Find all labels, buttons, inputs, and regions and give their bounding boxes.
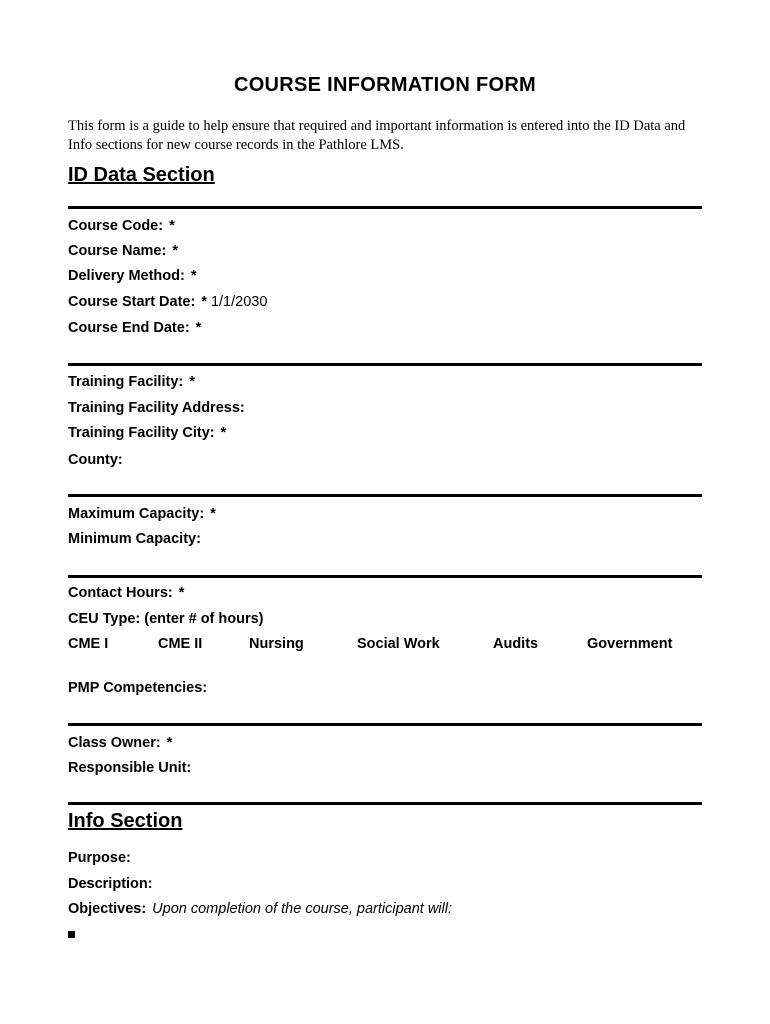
training-facility-field bbox=[68, 374, 195, 390]
course-start-date-field bbox=[68, 294, 267, 310]
purpose-label: Purpose: bbox=[68, 850, 131, 866]
training-facility-label: Training Facility: bbox=[68, 374, 184, 390]
delivery-method-label: Delivery Method: bbox=[68, 268, 185, 284]
responsible-unit-field bbox=[68, 760, 191, 776]
description-field bbox=[68, 876, 153, 892]
contact-hours-field bbox=[68, 585, 184, 601]
section-divider bbox=[68, 723, 702, 726]
ceu-type-hint: (enter # of hours) bbox=[144, 611, 264, 627]
ceu-type-social-work: Social Work bbox=[357, 636, 440, 652]
info-section-heading: Info Section bbox=[68, 810, 183, 832]
training-facility-city-label: Training Facility City: bbox=[68, 425, 215, 441]
ceu-type-field bbox=[68, 611, 264, 627]
required-marker: * bbox=[190, 268, 197, 284]
contact-hours-label: Contact Hours: bbox=[68, 585, 173, 601]
minimum-capacity-field bbox=[68, 531, 201, 547]
maximum-capacity-field bbox=[68, 506, 216, 522]
section-divider bbox=[68, 363, 702, 366]
training-facility-address-field bbox=[68, 400, 245, 416]
training-facility-address-label: Training Facility Address: bbox=[68, 400, 245, 416]
pmp-competencies-field bbox=[68, 680, 207, 696]
description-label: Description: bbox=[68, 876, 153, 892]
county-field bbox=[68, 452, 123, 468]
training-facility-city-field bbox=[68, 425, 226, 441]
required-marker: * bbox=[201, 294, 207, 310]
county-label: County: bbox=[68, 452, 123, 468]
purpose-field bbox=[68, 850, 131, 866]
form-title: COURSE INFORMATION FORM bbox=[233, 74, 537, 96]
maximum-capacity-label: Maximum Capacity: bbox=[68, 506, 205, 522]
id-data-section-heading: ID Data Section bbox=[68, 164, 215, 186]
minimum-capacity-label: Minimum Capacity: bbox=[68, 531, 201, 547]
ceu-type-cme-ii: CME II bbox=[158, 636, 203, 652]
form-intro: This form is a guide to help ensure that required and important information is entered into the ID Data and Info sections for new course records in the Pathlore LMS. bbox=[68, 118, 686, 153]
pmp-competencies-label: PMP Competencies: bbox=[68, 680, 208, 696]
course-name-label: Course Name: bbox=[68, 243, 167, 259]
class-owner-label: Class Owner: bbox=[68, 735, 161, 751]
ceu-type-audits: Audits bbox=[493, 636, 539, 652]
section-divider bbox=[68, 802, 702, 805]
class-owner-field bbox=[68, 735, 172, 751]
responsible-unit-label: Responsible Unit: bbox=[68, 760, 192, 776]
required-marker: * bbox=[178, 585, 185, 601]
objectives-label: Objectives: bbox=[68, 901, 147, 917]
course-start-date-label: Course Start Date: bbox=[68, 294, 196, 310]
course-start-date-value: 1/1/2030 bbox=[210, 294, 268, 310]
course-name-field bbox=[68, 243, 178, 259]
ceu-type-government: Government bbox=[587, 636, 673, 652]
ceu-type-nursing: Nursing bbox=[249, 636, 304, 652]
course-end-date-field bbox=[68, 320, 201, 336]
ceu-type-cme-i: CME I bbox=[68, 636, 109, 652]
required-marker: * bbox=[166, 735, 173, 751]
required-marker: * bbox=[169, 218, 175, 234]
required-marker: * bbox=[195, 320, 202, 336]
objectives-text: Upon completion of the course, participant will: bbox=[152, 901, 452, 917]
course-code-field bbox=[68, 218, 175, 234]
section-divider bbox=[68, 494, 702, 497]
required-marker: * bbox=[189, 374, 195, 390]
delivery-method-field bbox=[68, 268, 197, 284]
ceu-type-label: CEU Type: bbox=[68, 611, 141, 627]
course-code-label: Course Code: bbox=[68, 218, 164, 234]
section-divider bbox=[68, 575, 702, 578]
section-divider bbox=[68, 206, 702, 209]
required-marker: * bbox=[210, 506, 216, 522]
course-end-date-label: Course End Date: bbox=[68, 320, 190, 336]
required-marker: * bbox=[220, 425, 227, 441]
objectives-field bbox=[68, 901, 452, 917]
required-marker: * bbox=[172, 243, 178, 259]
square-bullet-icon bbox=[68, 931, 75, 938]
